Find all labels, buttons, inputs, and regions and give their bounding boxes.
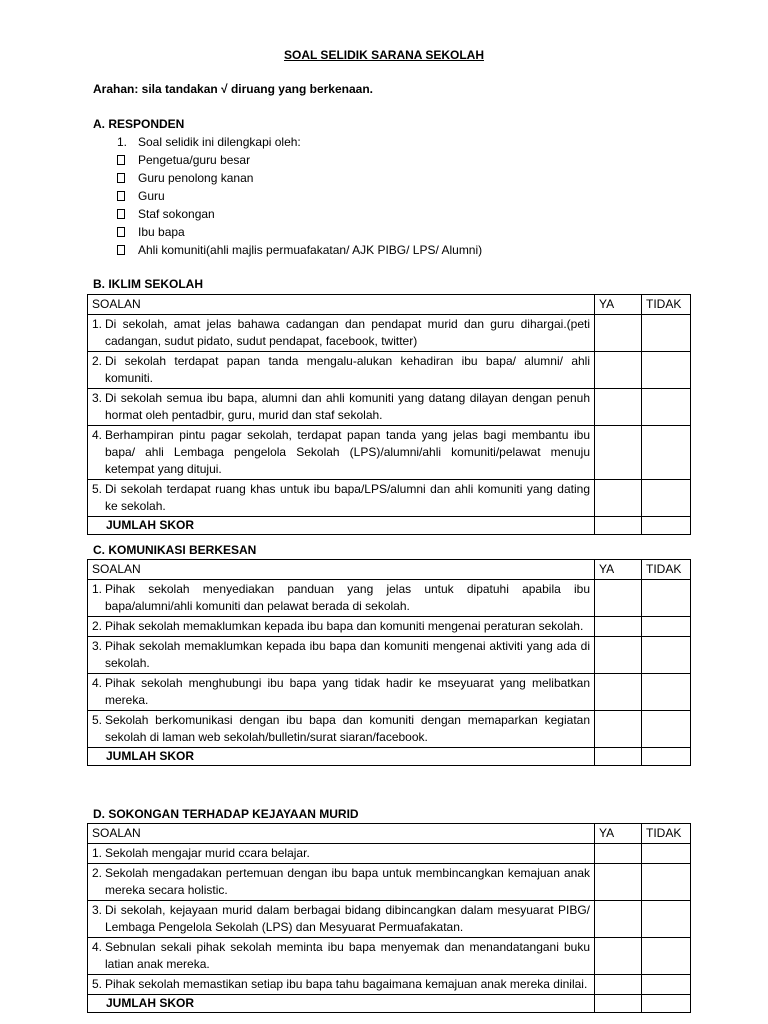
respondent-option-ahli-komuniti[interactable] [117,241,482,259]
question-number: 3. [92,391,103,405]
table-row [88,617,691,637]
answer-tidak-cell[interactable] [642,975,691,995]
answer-ya-cell[interactable] [595,637,642,674]
question-text: Pihak sekolah menyediakan panduan yang jelas untuk dipatuhi apabila ibu bapa/alumni/ahli komuniti dan pelawat berada di sekolah. [105,582,590,613]
total-row [88,517,691,535]
question-number: 2. [92,354,103,368]
total-row [88,748,691,766]
question-cell [88,901,595,938]
respondent-option-staf-sokongan[interactable] [117,205,482,223]
header-tidak: TIDAK [642,560,691,580]
total-tidak-cell[interactable] [642,748,691,766]
answer-tidak-cell[interactable] [642,901,691,938]
checkbox-icon[interactable] [117,191,125,201]
respondent-option-ibu-bapa[interactable] [117,223,482,241]
answer-tidak-cell[interactable] [642,711,691,748]
answer-tidak-cell[interactable] [642,844,691,864]
table-row [88,901,691,938]
answer-ya-cell[interactable] [595,426,642,480]
answer-ya-cell[interactable] [595,315,642,352]
header-tidak: TIDAK [642,824,691,844]
respondent-list [117,133,482,259]
question-text: Pihak sekolah memaklumkan kepada ibu bapa dan komuniti mengenai peraturan sekolah. [105,619,584,633]
table-row [88,480,691,517]
respondent-option-guru[interactable] [117,187,482,205]
total-tidak-cell[interactable] [642,517,691,535]
question-text: Sebnulan sekali pihak sekolah meminta ibu bapa menyemak dan menandatangani buku latian anak mereka. [105,940,590,971]
table-row [88,352,691,389]
answer-ya-cell[interactable] [595,389,642,426]
respondent-option-guru-penolong-kanan[interactable] [117,169,482,187]
total-row [88,995,691,1013]
question-cell [88,975,595,995]
answer-tidak-cell[interactable] [642,938,691,975]
section-d-table [87,823,691,1013]
question-cell [88,938,595,975]
answer-tidak-cell[interactable] [642,426,691,480]
question-cell [88,617,595,637]
respondent-question [117,133,482,151]
answer-ya-cell[interactable] [595,844,642,864]
section-c-heading: C. KOMUNIKASI BERKESAN [93,543,257,557]
question-cell [88,426,595,480]
question-cell [88,637,595,674]
answer-ya-cell[interactable] [595,352,642,389]
question-number: 1. [92,846,103,860]
option-label: Ibu bapa [138,225,185,239]
question-number: 3. [92,639,103,653]
table-header-row [88,824,691,844]
question-number: 2. [92,619,103,633]
option-label: Guru penolong kanan [138,171,254,185]
question-text: Sekolah mengajar murid ccara belajar. [105,846,310,860]
answer-tidak-cell[interactable] [642,674,691,711]
question-number: 4. [92,676,103,690]
header-soalan: SOALAN [88,560,595,580]
table-row [88,975,691,995]
total-ya-cell[interactable] [595,748,642,766]
respondent-option-pengetua[interactable] [117,151,482,169]
table-row [88,580,691,617]
table-row [88,315,691,352]
question-text: Pihak sekolah menghubungi ibu bapa yang tidak hadir ke mseyuarat yang melibatkan mereka. [105,676,590,707]
answer-tidak-cell[interactable] [642,480,691,517]
question-text: Pihak sekolah memastikan setiap ibu bapa tahu bagaimana kemajuan anak mereka dinilai. [105,977,588,991]
question-text: Di sekolah terdapat papan tanda mengalu-alukan kehadiran ibu bapa/ alumni/ ahli komuniti. [105,354,590,385]
table-row [88,938,691,975]
answer-ya-cell[interactable] [595,938,642,975]
table-row [88,637,691,674]
question-text: Soal selidik ini dilengkapi oleh: [138,135,301,149]
header-soalan: SOALAN [88,295,595,315]
header-ya: YA [595,560,642,580]
answer-ya-cell[interactable] [595,864,642,901]
question-number: 5. [92,713,103,727]
question-number: 5. [92,482,103,496]
answer-tidak-cell[interactable] [642,315,691,352]
answer-ya-cell[interactable] [595,901,642,938]
question-text: Pihak sekolah memaklumkan kepada ibu bapa dan komuniti mengenai aktiviti yang ada di sekolah. [105,639,590,670]
table-header-row [88,560,691,580]
answer-tidak-cell[interactable] [642,352,691,389]
section-a-heading: A. RESPONDEN [93,117,185,131]
question-number: 5. [92,977,103,991]
question-number: 2. [92,866,103,880]
answer-tidak-cell[interactable] [642,864,691,901]
question-text: Di sekolah, kejayaan murid dalam berbagai bidang dibincangkan dalam mesyuarat PIBG/ Lembaga Pengelola Sekolah (LPS) dan Mesyuarat Permuafakatan. [105,903,590,934]
header-ya: YA [595,824,642,844]
question-cell [88,315,595,352]
table-row [88,389,691,426]
answer-ya-cell[interactable] [595,617,642,637]
checkbox-icon[interactable] [117,227,125,237]
section-b-heading: B. IKLIM SEKOLAH [93,277,203,291]
answer-ya-cell[interactable] [595,580,642,617]
table-row [88,674,691,711]
question-number: 1. [117,135,128,149]
question-cell [88,580,595,617]
table-row [88,426,691,480]
section-a-respondent [93,117,482,259]
question-number: 1. [92,582,103,596]
total-ya-cell[interactable] [595,517,642,535]
question-cell [88,352,595,389]
total-label: JUMLAH SKOR [88,995,595,1013]
option-label: Staf sokongan [138,207,215,221]
question-cell [88,674,595,711]
question-text: Sekolah mengadakan pertemuan dengan ibu bapa untuk membincangkan kemajuan anak mereka secara holistic. [105,866,590,897]
section-b-table [87,294,691,535]
option-label: Ahli komuniti(ahli majlis permuafakatan/ AJK PIBG/ LPS/ Alumni) [138,243,483,257]
header-soalan: SOALAN [88,824,595,844]
question-text: Di sekolah, amat jelas bahawa cadangan dan pendapat murid dan guru dihargai.(peti cadangan, sudut pidato, sudut pendapat, facebook, twitter) [105,317,590,348]
total-label: JUMLAH SKOR [88,517,595,535]
question-text: Sekolah berkomunikasi dengan ibu bapa dan komuniti dengan memaparkan kegiatan sekolah di laman web sekolah/bulletin/surat siaran/facebook. [105,713,590,744]
question-cell [88,711,595,748]
question-cell [88,480,595,517]
total-tidak-cell[interactable] [642,995,691,1013]
table-header-row [88,295,691,315]
table-row [88,864,691,901]
header-ya: YA [595,295,642,315]
instructions: Arahan: sila tandakan √ diruang yang berkenaan. [93,82,373,96]
answer-ya-cell[interactable] [595,480,642,517]
option-label: Guru [138,189,165,203]
page-title: SOAL SELIDIK SARANA SEKOLAH [283,48,484,62]
table-row [88,844,691,864]
question-cell [88,389,595,426]
answer-tidak-cell[interactable] [642,580,691,617]
checkbox-icon[interactable] [117,245,125,255]
total-ya-cell[interactable] [595,995,642,1013]
table-row [88,711,691,748]
checkbox-icon[interactable] [117,155,125,165]
question-number: 4. [92,940,103,954]
answer-ya-cell[interactable] [595,711,642,748]
header-tidak: TIDAK [642,295,691,315]
question-text: Di sekolah terdapat ruang khas untuk ibu bapa/LPS/alumni dan ahli komuniti yang dating ke sekolah. [105,482,590,513]
answer-ya-cell[interactable] [595,975,642,995]
checkbox-icon[interactable] [117,209,125,219]
question-number: 1. [92,317,103,331]
question-text: Di sekolah semua ibu bapa, alumni dan ahli komuniti yang datang dilayan dengan penuh hormat oleh pentadbir, guru, murid dan staf sekolah. [105,391,590,422]
question-text: Berhampiran pintu pagar sekolah, terdapat papan tanda yang jelas bagi membantu ibu bapa/ ahli Lembaga pengelola Sekolah (LPS)/alumni/ahli komuniti/pelawat menuju ketempat yang ditujui. [105,428,590,476]
question-number: 4. [92,428,103,442]
answer-ya-cell[interactable] [595,674,642,711]
section-c-table [87,559,691,766]
option-label: Pengetua/guru besar [138,153,251,167]
answer-tidak-cell[interactable] [642,389,691,426]
checkbox-icon[interactable] [117,173,125,183]
answer-tidak-cell[interactable] [642,637,691,674]
question-cell [88,844,595,864]
answer-tidak-cell[interactable] [642,617,691,637]
section-d-heading: D. SOKONGAN TERHADAP KEJAYAAN MURID [93,807,359,821]
question-number: 3. [92,903,103,917]
question-cell [88,864,595,901]
total-label: JUMLAH SKOR [88,748,595,766]
